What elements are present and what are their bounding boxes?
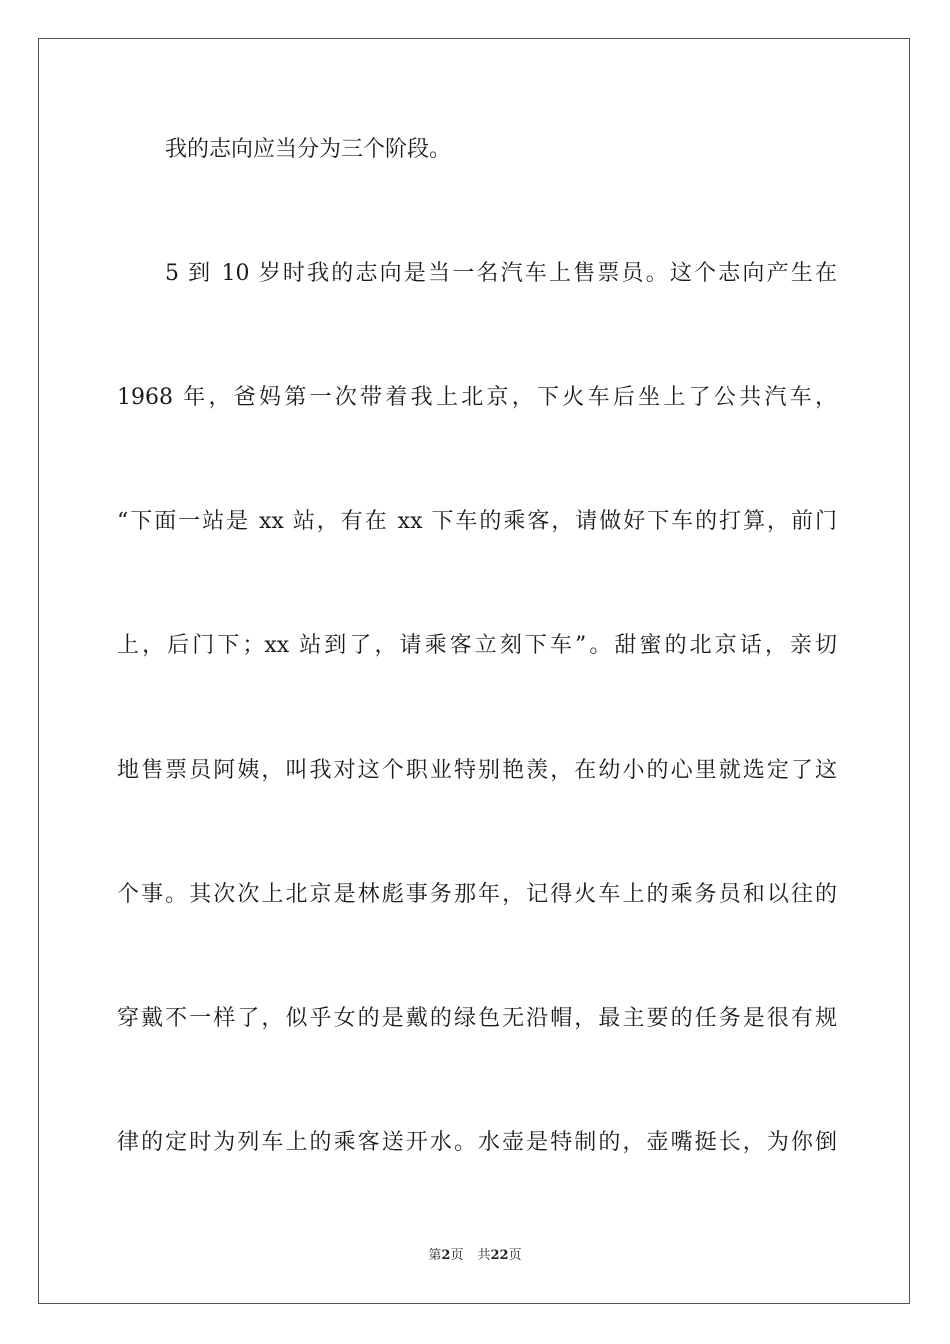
footer-page-total: 22	[490, 1248, 509, 1263]
text-line-4: “下面一站是 xx 站，有在 xx 下车的乘客，请做好下车的打算，前门	[117, 509, 837, 534]
text-line-7: 个事。其次次上北京是林彪事务那年，记得火车上的乘务员和以往的	[117, 882, 837, 907]
text-line-1: 我的志向应当分为三个阶段。	[165, 137, 452, 162]
page-footer	[0, 1247, 950, 1265]
footer-total-prefix: 共	[477, 1248, 491, 1263]
text-line-2: 5 到 10 岁时我的志向是当一名汽车上售票员。这个志向产生在	[165, 261, 837, 286]
text-line-3: 1968 年，爸妈第一次带着我上北京，下火车后坐上了公共汽车，	[117, 385, 837, 410]
footer-page-current: 2	[441, 1248, 451, 1263]
footer-page-suffix: 页	[450, 1248, 464, 1263]
text-line-9: 律的定时为列车上的乘客送开水。水壶是特制的，壶嘴挺长，为你倒	[117, 1130, 837, 1155]
text-line-6: 地售票员阿姨，叫我对这个职业特别艳羡，在幼小的心里就选定了这	[117, 758, 837, 783]
page-border	[38, 38, 910, 1304]
footer-total-suffix: 页	[508, 1248, 522, 1263]
text-line-5: 上，后门下；xx 站到了，请乘客立刻下车”。甜蜜的北京话，亲切	[117, 633, 837, 658]
footer-page-prefix: 第	[428, 1248, 442, 1263]
text-line-8: 穿戴不一样了，似乎女的是戴的绿色无沿帽，最主要的任务是很有规	[117, 1006, 837, 1031]
